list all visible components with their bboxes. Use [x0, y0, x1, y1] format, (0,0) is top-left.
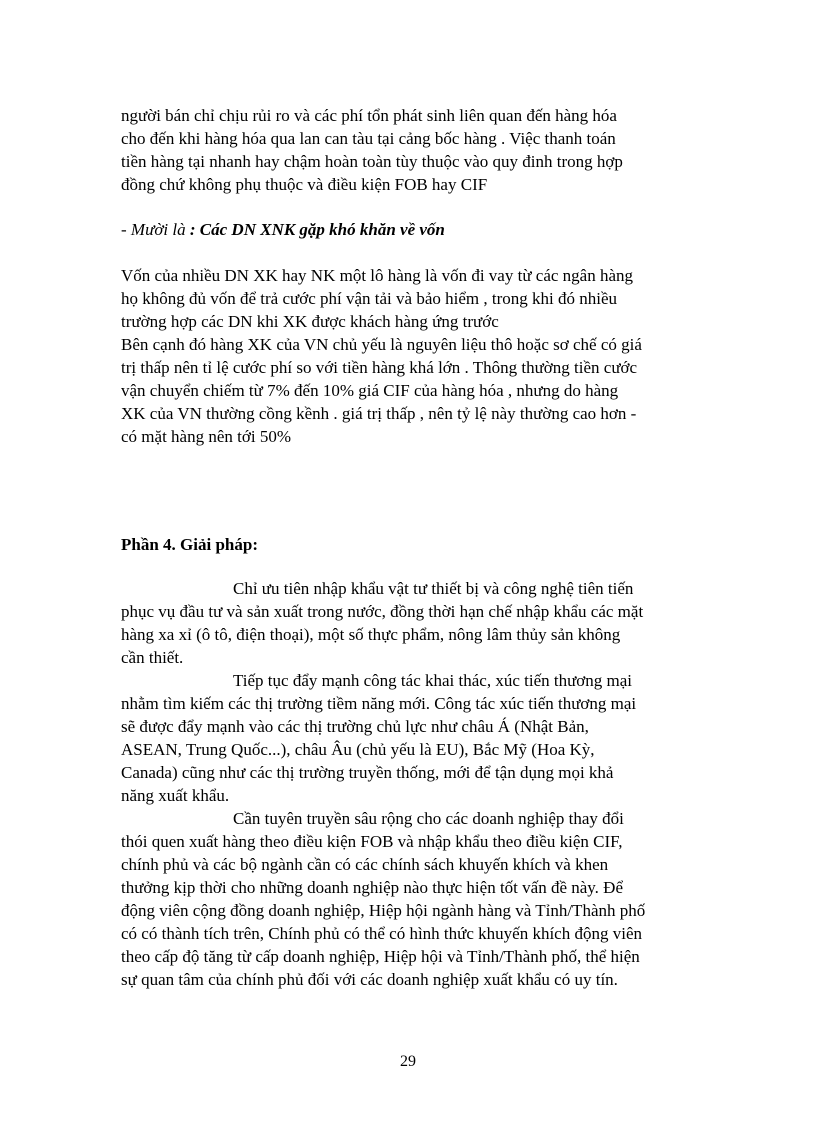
intro-paragraph: [121, 104, 706, 196]
point-ten-paragraph: [121, 264, 706, 448]
text-line: Cần tuyên truyền sâu rộng cho các doanh nghiệp thay đổi: [233, 809, 624, 828]
text-line: năng xuất khẩu.: [121, 786, 230, 805]
text-line: Canada) cũng như các thị trường truyền thống, mới để tận dụng mọi khả: [121, 763, 614, 782]
point-ten-heading: [121, 218, 706, 241]
text-line: vận chuyển chiếm từ 7% đến 10% giá CIF của hàng hóa , nhưng do hàng: [121, 381, 619, 400]
text-line: Chỉ ưu tiên nhập khẩu vật tư thiết bị và công nghệ tiên tiến: [233, 579, 634, 598]
section-title-text: Phần 4. Giải pháp:: [121, 535, 258, 554]
text-line: XK của VN thường cồng kềnh . giá trị thấp , nên tỷ lệ này thường cao hơn -: [121, 404, 637, 423]
text-line: cho đến khi hàng hóa qua lan can tàu tại cảng bốc hàng . Việc thanh toán: [121, 129, 616, 148]
text-line: thói quen xuất hàng theo điều kiện FOB và nhập khẩu theo điều kiện CIF,: [121, 832, 623, 851]
text-line: thưởng kịp thời cho những doanh nghiệp nào thực hiện tốt vấn đề này. Để: [121, 878, 624, 897]
text-line: nhằm tìm kiếm các thị trường tiềm năng mới. Công tác xúc tiến thương mại: [121, 694, 637, 713]
text-line: hàng xa xỉ (ô tô, điện thoại), một số thực phẩm, nông lâm thủy sản không: [121, 625, 621, 644]
text-line: Tiếp tục đẩy mạnh công tác khai thác, xúc tiến thương mại: [233, 671, 633, 690]
section-title: [121, 533, 706, 556]
text-line: họ không đủ vốn để trả cước phí vận tải và bảo hiểm , trong khi đó nhiều: [121, 289, 617, 308]
solution-paragraph-1: [121, 577, 706, 669]
text-line: trường hợp các DN khi XK được khách hàng ứng trước: [121, 312, 499, 331]
page-number: 29: [400, 1053, 416, 1070]
text-line: có mặt hàng nên tới 50%: [121, 427, 291, 446]
text-line: sự quan tâm của chính phủ đối với các doanh nghiệp xuất khẩu có uy tín.: [121, 970, 618, 989]
solution-paragraph-3: [121, 807, 706, 991]
heading-line: [121, 218, 706, 241]
text-line: ASEAN, Trung Quốc...), châu Âu (chủ yếu là EU), Bắc Mỹ (Hoa Kỳ,: [121, 740, 595, 759]
text-line: phục vụ đầu tư và sản xuất trong nước, đồng thời hạn chế nhập khẩu các mặt: [121, 602, 644, 621]
text-line: theo cấp độ tăng từ cấp doanh nghiệp, Hiệp hội và Tỉnh/Thành phố, thể hiện: [121, 947, 640, 966]
text-line: Vốn của nhiều DN XK hay NK một lô hàng là vốn đi vay từ các ngân hàng: [121, 266, 634, 285]
text-line: người bán chỉ chịu rủi ro và các phí tổn phát sinh liên quan đến hàng hóa: [121, 106, 617, 125]
solution-paragraph-2: [121, 669, 706, 807]
text-line: trị thấp nên tỉ lệ cước phí so với tiền hàng khá lớn . Thông thường tiền cước: [121, 358, 638, 377]
text-line: sẽ được đẩy mạnh vào các thị trường chủ lực như châu Á (Nhật Bản,: [121, 717, 589, 736]
text-line: tiền hàng tại nhanh hay chậm hoàn toàn tùy thuộc vào quy đinh trong hợp: [121, 152, 623, 171]
text-line: cần thiết.: [121, 648, 184, 667]
text-line: đồng chứ không phụ thuộc và điều kiện FOB hay CIF: [121, 175, 488, 194]
heading-prefix: - Mười là: [121, 220, 190, 239]
heading-title: : Các DN XNK gặp khó khăn về vốn: [189, 220, 445, 239]
text-line: động viên cộng đồng doanh nghiệp, Hiệp hội ngành hàng và Tỉnh/Thành phố: [121, 901, 646, 920]
text-line: Bên cạnh đó hàng XK của VN chủ yếu là nguyên liệu thô hoặc sơ chế có giá: [121, 335, 642, 354]
text-line: có có thành tích trên, Chính phủ có thể có hình thức khuyến khích động viên: [121, 924, 642, 943]
text-line: chính phủ và các bộ ngành cần có các chính sách khuyến khích và khen: [121, 855, 609, 874]
